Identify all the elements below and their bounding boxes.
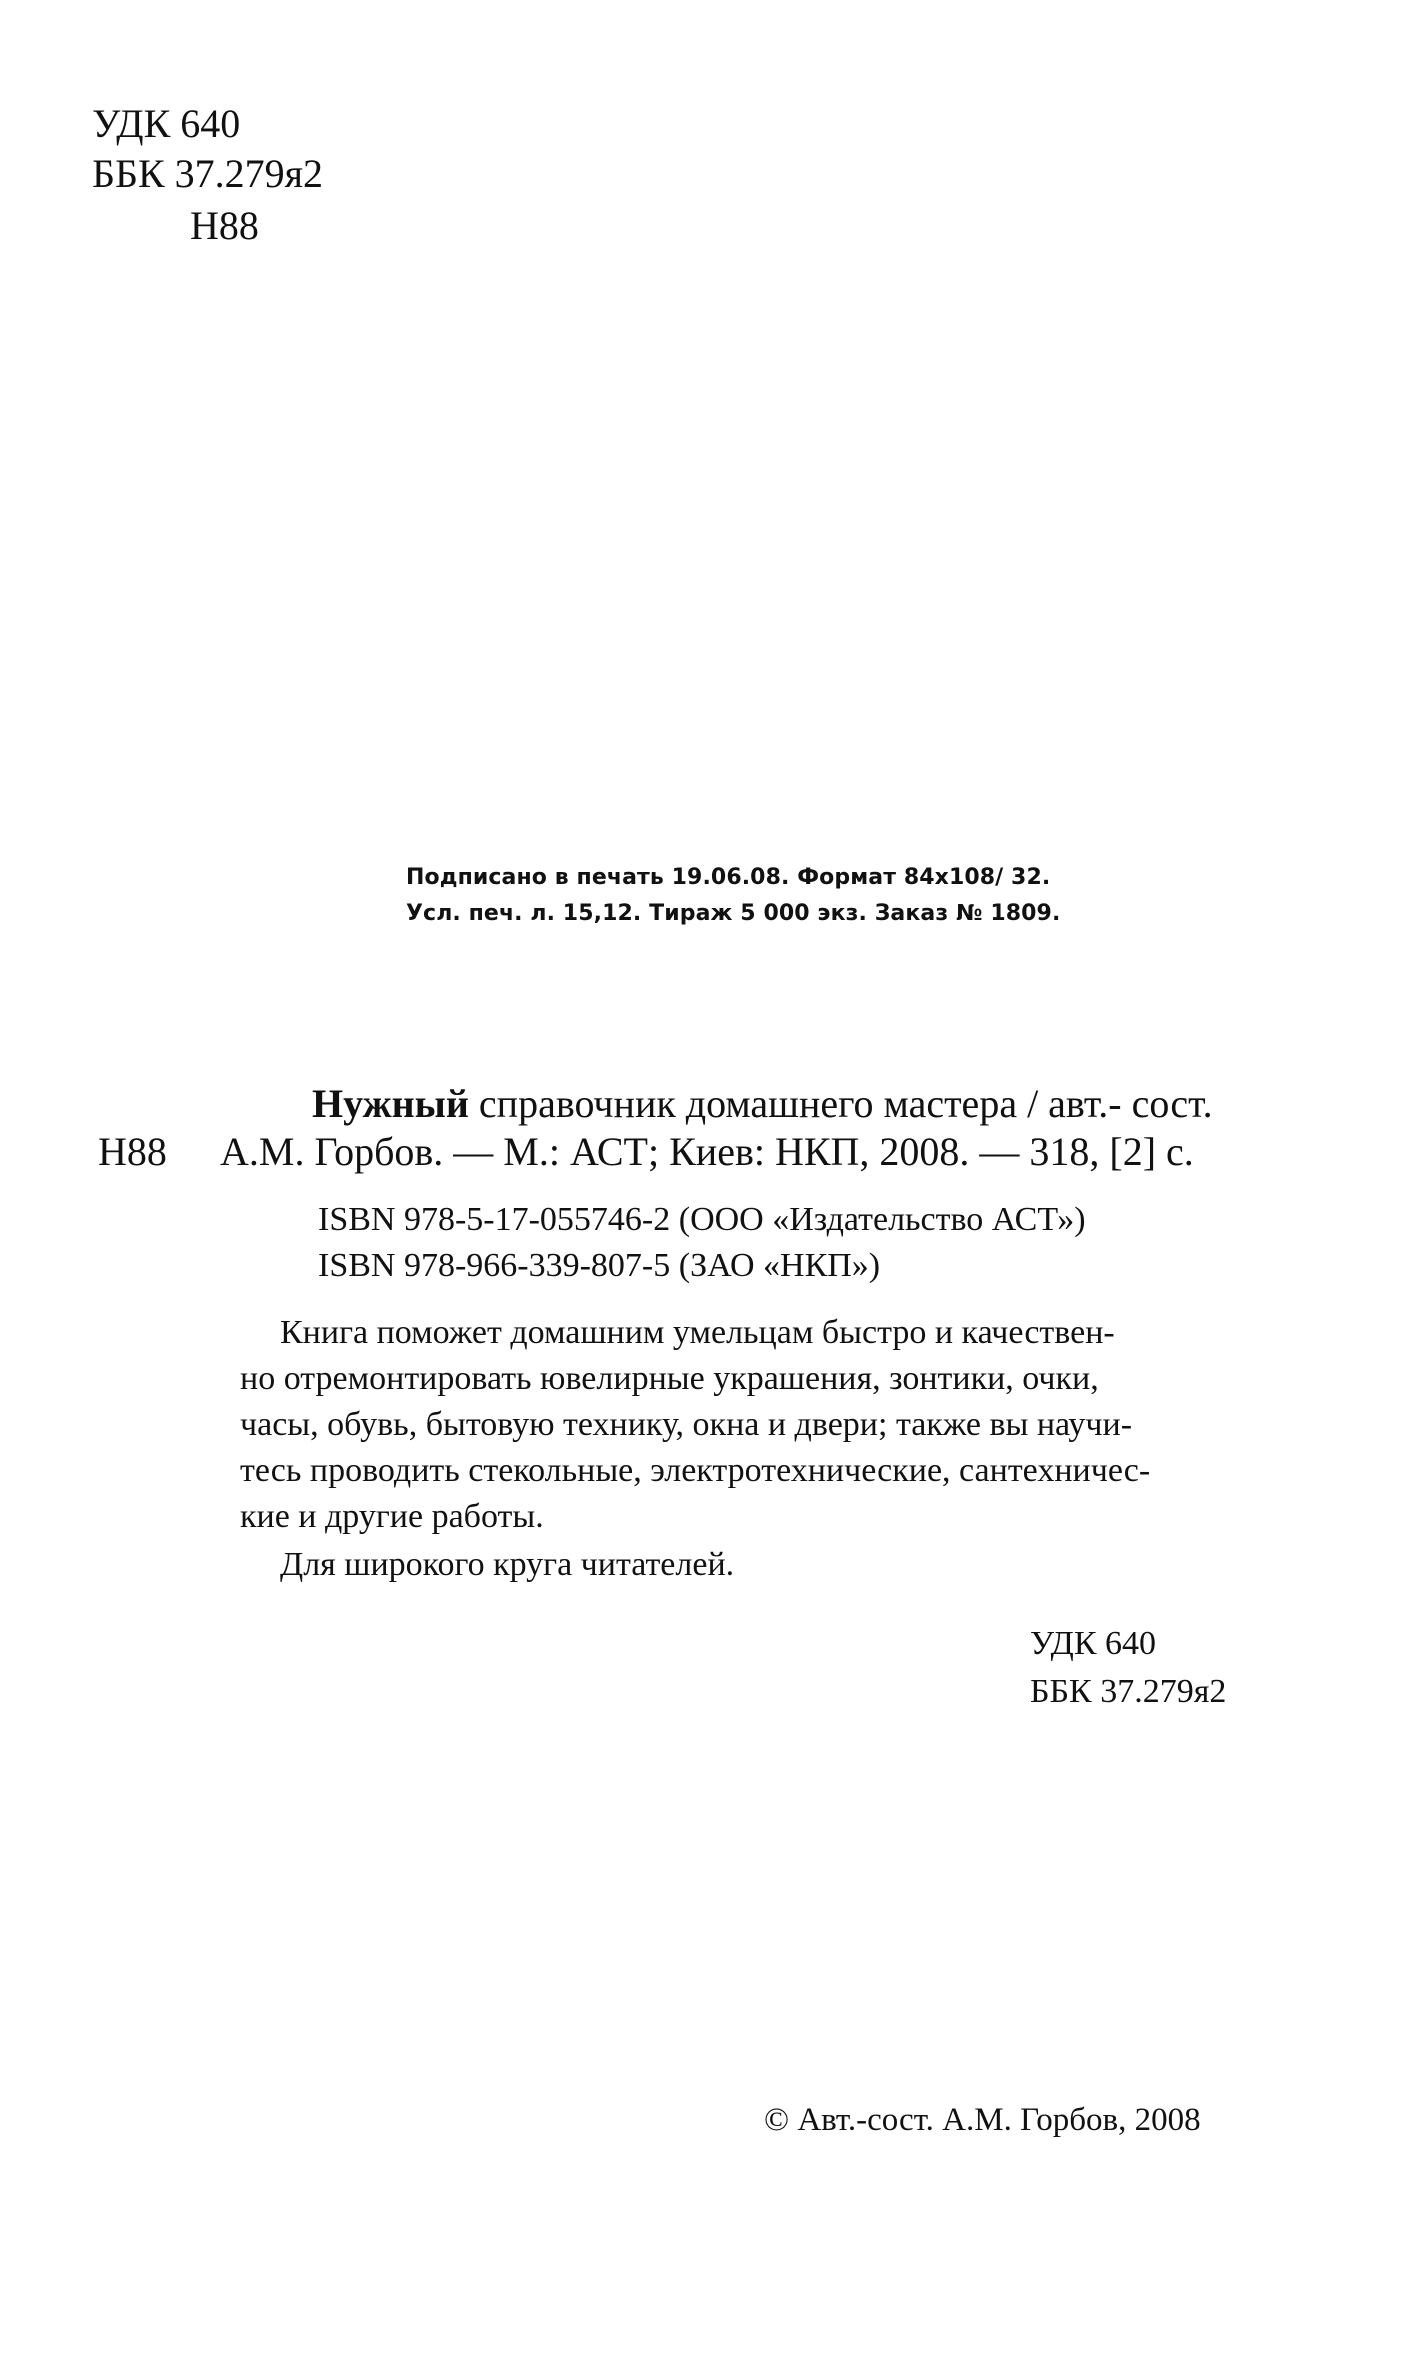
bib-title-bold: Нужный: [312, 1081, 469, 1126]
copyright-notice: © Авт.-сост. А.М. Горбов, 2008: [764, 2102, 1201, 2138]
bbk-code-top: ББК 37.279я2: [92, 151, 324, 196]
bib-title-line: [312, 1081, 1213, 1126]
udk-code-bottom: УДК 640: [1030, 1625, 1157, 1662]
author-mark-top: Н88: [190, 203, 259, 248]
annotation-line-2: но отремонтировать ювелирные украшения, зонтики, очки,: [240, 1360, 1099, 1397]
bib-title-rest: справочник домашнего мастера / авт.- сост.: [468, 1081, 1213, 1126]
imprint-line-1: Подписано в печать 19.06.08. Формат 84х108/ 32.: [406, 865, 1051, 890]
author-mark-bib: Н88: [98, 1129, 167, 1174]
isbn-2: ISBN 978-966-339-807-5 (ЗАО «НКП»): [318, 1247, 881, 1284]
bbk-code-bottom: ББК 37.279я2: [1030, 1673, 1227, 1710]
annotation-line-3: часы, обувь, бытовую технику, окна и двери; также вы научи-: [240, 1406, 1133, 1443]
annotation-audience: Для широкого круга читателей.: [280, 1546, 735, 1583]
annotation-line-1: Книга поможет домашним умельцам быстро и качествен-: [280, 1314, 1115, 1351]
isbn-1: ISBN 978-5-17-055746-2 (ООО «Издательство АСТ»): [318, 1201, 1086, 1238]
udk-code-top: УДК 640: [92, 101, 241, 146]
annotation-line-5: кие и другие работы.: [240, 1498, 544, 1535]
bib-line-2: А.М. Горбов. — М.: АСТ; Киев: НКП, 2008. — 318, [2] с.: [220, 1129, 1194, 1174]
imprint-line-2: Усл. печ. л. 15,12. Тираж 5 000 экз. Заказ № 1809.: [406, 901, 1061, 926]
annotation-line-4: тесь проводить стекольные, электротехнические, сантехничес-: [240, 1452, 1151, 1489]
